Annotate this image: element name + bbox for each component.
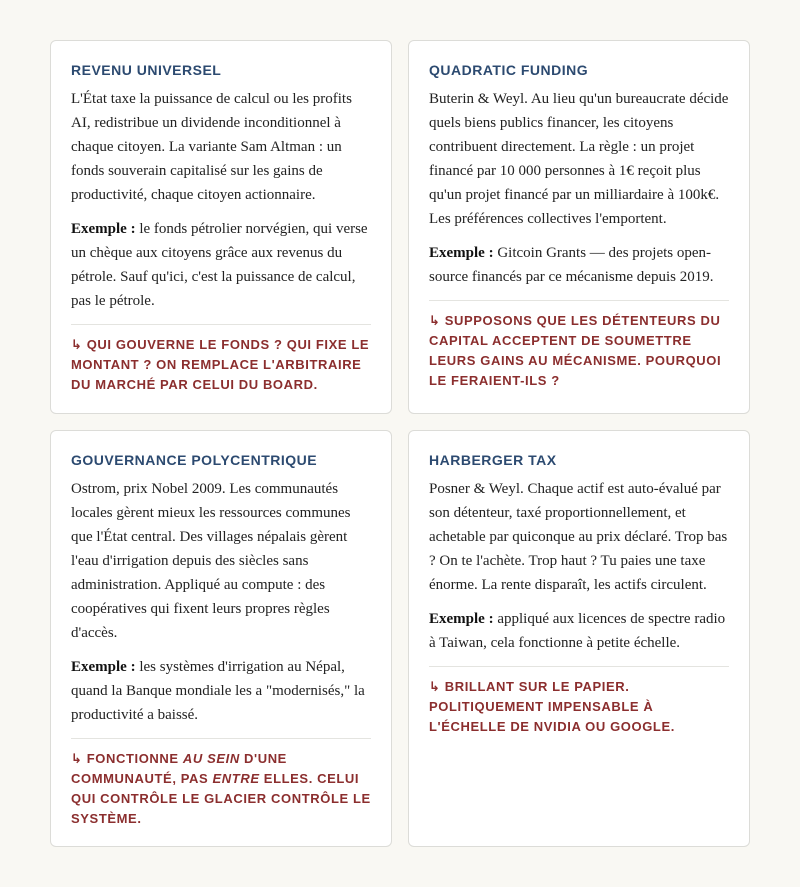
example-text: appliqué aux licences de spectre radio à Taiwan, cela fonctionne à petite échelle.	[429, 611, 726, 651]
card-example	[429, 607, 729, 655]
card-critique	[429, 677, 729, 737]
card-example	[71, 655, 371, 727]
critique-emphasis-2: ENTRE	[212, 771, 260, 786]
critique-text: BRILLANT SUR LE PAPIER. POLITIQUEMENT IMPENSABLE À L'ÉCHELLE DE NVIDIA OU GOOGLE.	[429, 679, 675, 734]
card-gouvernance-polycentrique	[50, 430, 392, 847]
card-title: QUADRATIC FUNDING	[429, 62, 589, 78]
card-body: Posner & Weyl. Chaque actif est auto-évalué par son détenteur, taxé proportionnellement, et achetable par quiconque au prix déclaré. Trop bas ? On te l'achète. Trop haut ? Tu paies une taxe énorme. La rente disparaît, les actifs circulent.	[429, 481, 728, 593]
critique-emphasis-1: AU SEIN	[182, 751, 240, 766]
card-example	[71, 217, 371, 313]
return-arrow-icon: ↳	[429, 313, 441, 328]
divider	[429, 666, 729, 667]
example-label: Exemple :	[71, 221, 136, 237]
card-title: HARBERGER TAX	[429, 452, 557, 468]
card-harberger-tax	[408, 430, 750, 847]
example-label: Exemple :	[429, 611, 494, 627]
example-label: Exemple :	[429, 245, 494, 261]
divider	[71, 324, 371, 325]
card-example	[429, 241, 729, 289]
example-text: le fonds pétrolier norvégien, qui verse un chèque aux citoyens grâce aux revenus du pétrole. Sauf qu'ici, c'est la puissance de calcul, pas le pétrole.	[71, 221, 368, 309]
card-revenu-universel	[50, 40, 392, 414]
divider	[429, 300, 729, 301]
example-text: les systèmes d'irrigation au Népal, quand la Banque mondiale les a "modernisés," la productivité a baissé.	[71, 659, 365, 723]
example-label: Exemple :	[71, 659, 136, 675]
return-arrow-icon: ↳	[71, 751, 83, 766]
example-text: Gitcoin Grants — des projets open-source financés par ce mécanisme depuis 2019.	[429, 245, 714, 285]
return-arrow-icon: ↳	[429, 679, 441, 694]
card-body: Ostrom, prix Nobel 2009. Les communautés locales gèrent mieux les ressources communes que l'État central. Des villages népalais gèrent l'eau d'irrigation depuis des siècles sans administration. Appliqué au compute : des coopératives qui fixent leurs propres règles d'accès.	[71, 481, 351, 641]
critique-text-1: FONCTIONNE	[82, 751, 183, 766]
critique-text-2: D'UNE COMMUNAUTÉ, PAS	[71, 751, 287, 786]
card-body: Buterin & Weyl. Au lieu qu'un bureaucrate décide quels biens publics financer, les citoyens contribuent directement. La règle : un projet financé par 10 000 personnes à 1€ reçoit plus qu'un projet financé par un milliardaire à 100k€. Les préférences collectives l'emportent.	[429, 91, 729, 227]
card-title: REVENU UNIVERSEL	[71, 62, 222, 78]
return-arrow-icon: ↳	[71, 337, 83, 352]
card-critique	[71, 335, 371, 395]
card-quadratic-funding	[408, 40, 750, 414]
critique-text: QUI GOUVERNE LE FONDS ? QUI FIXE LE MONTANT ? ON REMPLACE L'ARBITRAIRE DU MARCHÉ PAR CELUI DU BOARD.	[71, 337, 370, 392]
critique-text-3: ELLES. CELUI QUI CONTRÔLE LE GLACIER CONTRÔLE LE SYSTÈME.	[71, 771, 371, 826]
card-title: GOUVERNANCE POLYCENTRIQUE	[71, 452, 318, 468]
divider	[71, 738, 371, 739]
card-body: L'État taxe la puissance de calcul ou les profits AI, redistribue un dividende inconditionnel à chaque citoyen. La variante Sam Altman : un fonds souverain capitalisé sur les gains de productivité, chaque citoyen actionnaire.	[71, 91, 352, 203]
critique-text: SUPPOSONS QUE LES DÉTENTEURS DU CAPITAL ACCEPTENT DE SOUMETTRE LEURS GAINS AU MÉCANISME. POURQUOI LE FERAIENT-ILS ?	[429, 313, 722, 388]
card-critique	[71, 749, 371, 829]
card-critique	[429, 311, 729, 391]
cards-grid	[50, 40, 750, 847]
